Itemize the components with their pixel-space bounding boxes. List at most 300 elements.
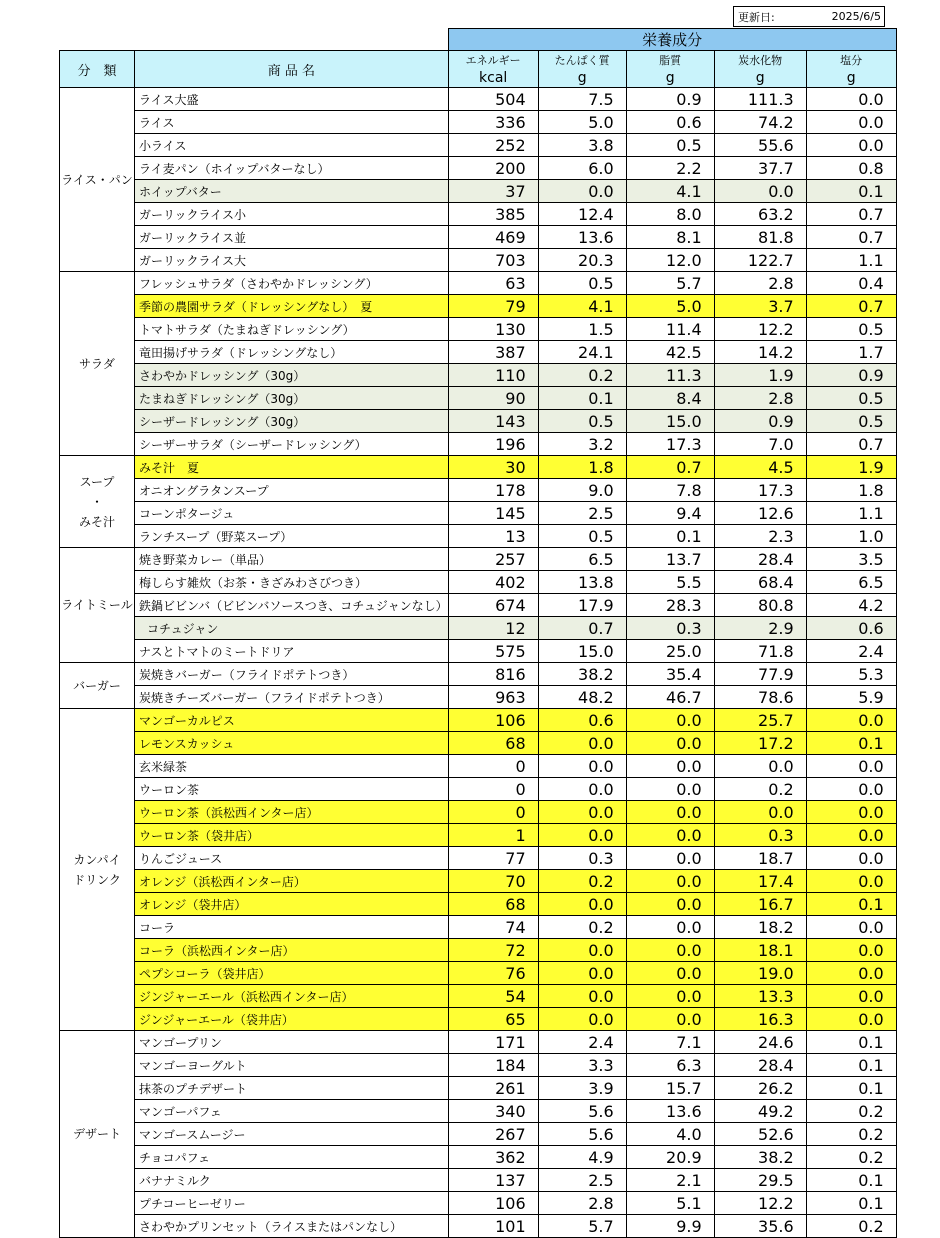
fat-cell: 5.0 [626,295,714,318]
fat-cell: 0.0 [626,962,714,985]
salt-cell: 0.0 [806,916,896,939]
update-date-label: 更新日: [738,10,775,24]
protein-cell: 0.0 [538,939,626,962]
protein-cell: 0.0 [538,778,626,801]
product-name-cell: オレンジ（袋井店） [135,893,449,916]
nutrition-group-header: 栄養成分 [448,29,896,51]
product-name-cell: トマトサラダ（たまねぎドレッシング） [135,318,449,341]
product-name-cell: ガーリックライス大 [135,249,449,272]
salt-cell: 0.7 [806,203,896,226]
category-header: 分 類 [60,51,135,88]
protein-cell: 0.0 [538,962,626,985]
protein-cell: 0.0 [538,801,626,824]
protein-cell: 12.4 [538,203,626,226]
table-row [60,916,897,939]
energy-cell: 362 [448,1146,538,1169]
carbohydrate-cell: 78.6 [714,686,806,709]
carbohydrate-cell: 12.2 [714,1192,806,1215]
energy-cell: 30 [448,456,538,479]
product-name-cell: ジンジャーエール（浜松西インター店） [135,985,449,1008]
carbohydrate-cell: 18.7 [714,847,806,870]
carbohydrate-cell: 29.5 [714,1169,806,1192]
carbohydrate-cell: 111.3 [714,88,806,111]
table-row [60,387,897,410]
energy-header: エネルギー [448,51,538,69]
table-row [60,502,897,525]
product-name-cell: オニオングラタンスープ [135,479,449,502]
fat-cell: 28.3 [626,594,714,617]
table-row [60,203,897,226]
table-row [60,318,897,341]
protein-cell: 0.7 [538,617,626,640]
salt-cell: 0.2 [806,1100,896,1123]
protein-cell: 2.8 [538,1192,626,1215]
product-name-cell: 抹茶のプチデザート [135,1077,449,1100]
energy-cell: 963 [448,686,538,709]
energy-cell: 387 [448,341,538,364]
salt-cell: 0.5 [806,387,896,410]
carbohydrate-cell: 14.2 [714,341,806,364]
category-cell [60,663,135,709]
energy-cell: 74 [448,916,538,939]
carbohydrate-cell: 80.8 [714,594,806,617]
energy-cell: 37 [448,180,538,203]
salt-cell: 0.0 [806,709,896,732]
carbohydrate-cell: 0.0 [714,180,806,203]
salt-cell: 0.0 [806,939,896,962]
energy-cell: 178 [448,479,538,502]
carbohydrate-cell: 24.6 [714,1031,806,1054]
protein-cell: 48.2 [538,686,626,709]
carbohydrate-cell: 2.3 [714,525,806,548]
energy-cell: 76 [448,962,538,985]
salt-cell: 0.1 [806,1077,896,1100]
carbohydrate-cell: 12.6 [714,502,806,525]
category-cell [60,1031,135,1238]
carbohydrate-cell: 0.3 [714,824,806,847]
product-name-cell: コチュジャン [135,617,449,640]
energy-cell: 0 [448,801,538,824]
protein-cell: 5.7 [538,1215,626,1238]
table-row [60,870,897,893]
salt-cell: 0.0 [806,111,896,134]
salt-cell: 1.1 [806,249,896,272]
product-name-cell: さわやかプリンセット（ライスまたはパンなし） [135,1215,449,1238]
product-name-cell: ライ麦パン（ホイップバターなし） [135,157,449,180]
energy-cell: 68 [448,893,538,916]
fat-cell: 0.0 [626,801,714,824]
salt-cell: 0.2 [806,1215,896,1238]
protein-cell: 5.6 [538,1123,626,1146]
salt-cell: 4.2 [806,594,896,617]
product-name-cell: りんごジュース [135,847,449,870]
nutrition-table [59,28,897,1238]
carbohydrate-cell: 81.8 [714,226,806,249]
category-label: ・ [90,494,103,509]
carbohydrate-cell: 17.2 [714,732,806,755]
product-name-cell: マンゴーカルピス [135,709,449,732]
salt-cell: 0.1 [806,1192,896,1215]
energy-cell: 261 [448,1077,538,1100]
product-name-cell: 季節の農園サラダ（ドレッシングなし） 夏 [135,295,449,318]
energy-cell: 171 [448,1031,538,1054]
product-name-cell: 小ライス [135,134,449,157]
product-name-cell: マンゴーパフェ [135,1100,449,1123]
update-date-box [733,6,885,27]
table-row [60,249,897,272]
salt-unit: g [806,68,896,87]
product-name-cell: コーラ（浜松西インター店） [135,939,449,962]
energy-cell: 72 [448,939,538,962]
protein-cell: 4.1 [538,295,626,318]
product-name-cell: 炭焼きバーガー（フライドポテトつき） [135,663,449,686]
energy-cell: 101 [448,1215,538,1238]
table-row [60,157,897,180]
energy-cell: 267 [448,1123,538,1146]
fat-cell: 6.3 [626,1054,714,1077]
fat-cell: 0.0 [626,916,714,939]
fat-cell: 0.5 [626,134,714,157]
fat-cell: 0.9 [626,88,714,111]
product-name-cell: 炭焼きチーズバーガー（フライドポテトつき） [135,686,449,709]
protein-cell: 0.6 [538,709,626,732]
salt-cell: 2.4 [806,640,896,663]
salt-cell: 0.0 [806,801,896,824]
carbohydrate-cell: 74.2 [714,111,806,134]
salt-cell: 0.8 [806,157,896,180]
product-name-cell: プチコーヒーゼリー [135,1192,449,1215]
carbohydrate-cell: 37.7 [714,157,806,180]
energy-cell: 575 [448,640,538,663]
energy-cell: 54 [448,985,538,1008]
carbohydrate-cell: 38.2 [714,1146,806,1169]
salt-cell: 0.9 [806,364,896,387]
salt-cell: 0.0 [806,985,896,1008]
fat-cell: 42.5 [626,341,714,364]
table-row [60,1215,897,1238]
energy-cell: 12 [448,617,538,640]
protein-cell: 9.0 [538,479,626,502]
product-name-cell: ペプシコーラ（袋井店） [135,962,449,985]
product-name-cell: チョコパフェ [135,1146,449,1169]
protein-cell: 0.3 [538,847,626,870]
protein-cell: 2.4 [538,1031,626,1054]
protein-cell: 2.5 [538,1169,626,1192]
carbohydrate-cell: 18.2 [714,916,806,939]
carbohydrate-cell: 3.7 [714,295,806,318]
carbohydrate-cell: 19.0 [714,962,806,985]
product-name-cell: バナナミルク [135,1169,449,1192]
protein-cell: 0.0 [538,985,626,1008]
salt-cell: 1.0 [806,525,896,548]
product-name-cell: ジンジャーエール（袋井店） [135,1008,449,1031]
salt-cell: 0.7 [806,433,896,456]
table-row [60,548,897,571]
salt-cell: 0.6 [806,617,896,640]
energy-cell: 816 [448,663,538,686]
protein-cell: 1.5 [538,318,626,341]
salt-cell: 1.9 [806,456,896,479]
protein-cell: 17.9 [538,594,626,617]
energy-cell: 143 [448,410,538,433]
salt-cell: 0.1 [806,1031,896,1054]
protein-cell: 0.0 [538,180,626,203]
protein-cell: 0.0 [538,893,626,916]
energy-cell: 70 [448,870,538,893]
fat-header: 脂質 [626,51,714,69]
category-cell [60,709,135,1031]
product-name-cell: オレンジ（浜松西インター店） [135,870,449,893]
fat-cell: 0.7 [626,456,714,479]
category-label: バーガー [73,678,121,693]
carbohydrate-cell: 63.2 [714,203,806,226]
fat-cell: 5.7 [626,272,714,295]
category-label: ドリンク [73,872,121,887]
protein-cell: 5.6 [538,1100,626,1123]
product-name-cell: 竜田揚げサラダ（ドレッシングなし） [135,341,449,364]
carbohydrate-cell: 0.0 [714,755,806,778]
protein-header: たんぱく質 [538,51,626,69]
protein-cell: 6.0 [538,157,626,180]
product-name-cell: シーザードレッシング（30g） [135,410,449,433]
carbohydrate-cell: 26.2 [714,1077,806,1100]
fat-cell: 0.0 [626,709,714,732]
salt-cell: 0.1 [806,180,896,203]
table-row [60,410,897,433]
salt-cell: 0.7 [806,226,896,249]
table-row [60,272,897,295]
fat-cell: 0.6 [626,111,714,134]
fat-cell: 17.3 [626,433,714,456]
protein-cell: 38.2 [538,663,626,686]
carbohydrate-cell: 2.8 [714,387,806,410]
product-name-cell: シーザーサラダ（シーザードレッシング） [135,433,449,456]
product-name-cell: 梅しらす雑炊（お茶・きざみわさびつき） [135,571,449,594]
fat-cell: 20.9 [626,1146,714,1169]
salt-cell: 0.1 [806,1054,896,1077]
table-row [60,571,897,594]
category-cell [60,272,135,456]
table-row [60,1077,897,1100]
salt-cell: 0.0 [806,870,896,893]
protein-cell: 3.8 [538,134,626,157]
nutrition-table-body [60,88,897,1238]
salt-cell: 0.1 [806,1169,896,1192]
table-row [60,755,897,778]
table-row [60,1031,897,1054]
product-name-cell: 鉄鍋ビビンバ（ビビンバソースつき、コチュジャンなし） [135,594,449,617]
protein-cell: 1.8 [538,456,626,479]
carbohydrate-cell: 77.9 [714,663,806,686]
salt-cell: 1.8 [806,479,896,502]
energy-cell: 184 [448,1054,538,1077]
salt-cell: 0.2 [806,1146,896,1169]
energy-cell: 68 [448,732,538,755]
protein-cell: 0.0 [538,732,626,755]
salt-cell: 0.0 [806,778,896,801]
table-row [60,525,897,548]
fat-cell: 2.2 [626,157,714,180]
fat-cell: 0.0 [626,985,714,1008]
product-name-cell: コーンポタージュ [135,502,449,525]
fat-cell: 11.4 [626,318,714,341]
energy-cell: 385 [448,203,538,226]
carbohydrate-cell: 28.4 [714,548,806,571]
product-name-cell: みそ汁 夏 [135,456,449,479]
protein-cell: 0.0 [538,824,626,847]
product-name-cell: ウーロン茶（袋井店） [135,824,449,847]
product-name-cell: 玄米緑茶 [135,755,449,778]
product-name-cell: ホイップバター [135,180,449,203]
protein-cell: 24.1 [538,341,626,364]
category-label: サラダ [79,356,115,371]
energy-cell: 504 [448,88,538,111]
carbohydrate-cell: 122.7 [714,249,806,272]
table-row [60,134,897,157]
energy-cell: 402 [448,571,538,594]
table-row [60,847,897,870]
energy-cell: 63 [448,272,538,295]
fat-cell: 35.4 [626,663,714,686]
table-row [60,732,897,755]
salt-cell: 0.0 [806,1008,896,1031]
carbohydrate-cell: 49.2 [714,1100,806,1123]
category-cell [60,548,135,663]
energy-cell: 90 [448,387,538,410]
salt-cell: 0.0 [806,755,896,778]
energy-cell: 252 [448,134,538,157]
energy-cell: 1 [448,824,538,847]
table-row [60,1054,897,1077]
fat-cell: 7.1 [626,1031,714,1054]
energy-cell: 13 [448,525,538,548]
carbohydrate-cell: 17.4 [714,870,806,893]
category-label: ライトミール [61,598,133,612]
product-name-cell: ウーロン茶（浜松西インター店） [135,801,449,824]
table-row [60,801,897,824]
energy-cell: 65 [448,1008,538,1031]
carbohydrate-cell: 2.9 [714,617,806,640]
table-row [60,640,897,663]
fat-cell: 0.0 [626,939,714,962]
salt-cell: 0.0 [806,962,896,985]
energy-cell: 77 [448,847,538,870]
fat-cell: 15.0 [626,410,714,433]
protein-cell: 7.5 [538,88,626,111]
energy-cell: 336 [448,111,538,134]
salt-cell: 0.0 [806,88,896,111]
product-name-cell: マンゴープリン [135,1031,449,1054]
energy-cell: 110 [448,364,538,387]
energy-cell: 130 [448,318,538,341]
fat-cell: 13.7 [626,548,714,571]
energy-cell: 0 [448,755,538,778]
table-row [60,180,897,203]
table-row [60,479,897,502]
table-row [60,341,897,364]
product-name-cell: ウーロン茶 [135,778,449,801]
salt-cell: 0.7 [806,295,896,318]
fat-cell: 9.9 [626,1215,714,1238]
protein-cell: 13.6 [538,226,626,249]
fat-cell: 11.3 [626,364,714,387]
energy-cell: 674 [448,594,538,617]
product-name-cell: ライス大盛 [135,88,449,111]
fat-cell: 2.1 [626,1169,714,1192]
energy-cell: 196 [448,433,538,456]
category-cell [60,88,135,272]
protein-cell: 2.5 [538,502,626,525]
carbohydrate-cell: 12.2 [714,318,806,341]
table-row [60,1123,897,1146]
fat-cell: 0.0 [626,778,714,801]
fat-cell: 4.1 [626,180,714,203]
energy-cell: 79 [448,295,538,318]
table-row [60,1008,897,1031]
salt-cell: 0.5 [806,410,896,433]
fat-cell: 15.7 [626,1077,714,1100]
table-row [60,594,897,617]
energy-cell: 703 [448,249,538,272]
salt-cell: 0.1 [806,732,896,755]
protein-cell: 0.1 [538,387,626,410]
carbohydrate-cell: 13.3 [714,985,806,1008]
table-row [60,88,897,111]
fat-cell: 5.1 [626,1192,714,1215]
category-label: みそ汁 [78,514,115,529]
fat-cell: 8.0 [626,203,714,226]
fat-cell: 0.0 [626,732,714,755]
product-name-cell: フレッシュサラダ（さわやかドレッシング） [135,272,449,295]
carbohydrate-header: 炭水化物 [714,51,806,69]
salt-cell: 0.2 [806,1123,896,1146]
fat-cell: 8.4 [626,387,714,410]
category-label: スープ [79,474,115,489]
carbohydrate-cell: 16.7 [714,893,806,916]
protein-cell: 3.2 [538,433,626,456]
energy-cell: 200 [448,157,538,180]
protein-cell: 13.8 [538,571,626,594]
protein-cell: 5.0 [538,111,626,134]
fat-cell: 12.0 [626,249,714,272]
protein-cell: 0.5 [538,272,626,295]
fat-cell: 0.0 [626,824,714,847]
protein-cell: 0.2 [538,916,626,939]
table-row [60,456,897,479]
product-name-cell: レモンスカッシュ [135,732,449,755]
fat-cell: 0.1 [626,525,714,548]
table-row [60,939,897,962]
fat-cell: 0.0 [626,847,714,870]
protein-cell: 3.9 [538,1077,626,1100]
category-label: ライス・パン [61,172,133,187]
category-label: カンパイ [73,852,121,867]
product-name-cell: マンゴースムージー [135,1123,449,1146]
fat-cell: 4.0 [626,1123,714,1146]
carbohydrate-cell: 7.0 [714,433,806,456]
carbohydrate-cell: 0.0 [714,801,806,824]
carbohydrate-cell: 16.3 [714,1008,806,1031]
table-row [60,1169,897,1192]
salt-cell: 0.1 [806,893,896,916]
product-name-header: 商 品 名 [135,51,449,88]
carbohydrate-cell: 55.6 [714,134,806,157]
table-row [60,686,897,709]
product-name-cell: ガーリックライス小 [135,203,449,226]
fat-unit: g [626,68,714,87]
energy-cell: 469 [448,226,538,249]
carbohydrate-cell: 28.4 [714,1054,806,1077]
